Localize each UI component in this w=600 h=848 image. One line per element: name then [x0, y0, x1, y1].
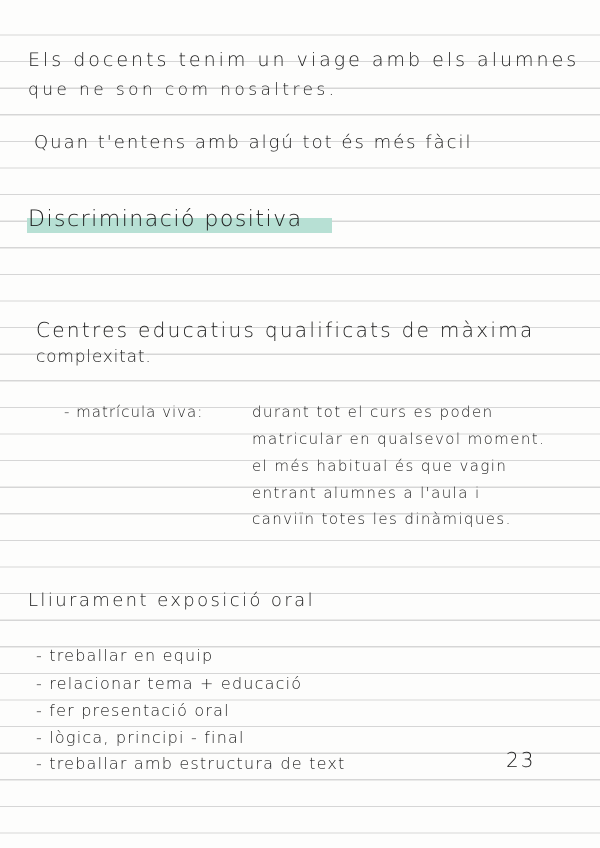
note-line-3: Quan t'entens amb algú tot és més fàcil	[34, 132, 473, 153]
bullet-item: - treballar en equip	[36, 646, 214, 665]
matricula-definition-line: matricular en qualsevol moment.	[252, 430, 546, 448]
page-number: 23	[506, 748, 536, 772]
section-2-title: Lliurament exposició oral	[28, 590, 315, 611]
bullet-item: - relacionar tema + educació	[36, 674, 303, 693]
matricula-definition-line: canviïn totes les dinàmiques.	[252, 510, 512, 528]
matricula-definition-line: durant tot el curs es poden	[252, 403, 494, 421]
bullet-item: - fer presentació oral	[36, 701, 230, 720]
note-line-5: complexitat.	[36, 347, 152, 367]
bullet-item: - treballar amb estructura de text	[36, 754, 346, 773]
section-heading: Discriminació positiva	[28, 207, 303, 232]
matricula-label: - matrícula viva:	[64, 403, 204, 421]
note-line-2: que ne son com nosaltres.	[28, 80, 338, 100]
note-line-4: Centres educatius qualificats de màxima	[36, 318, 535, 342]
bullet-item: - lògica, principi - final	[36, 728, 245, 747]
matricula-definition-line: entrant alumnes a l'aula i	[252, 484, 481, 502]
note-line-1: Els docents tenim un viage amb els alumnes	[28, 49, 580, 71]
matricula-definition-line: el més habitual és que vagin	[252, 457, 508, 475]
